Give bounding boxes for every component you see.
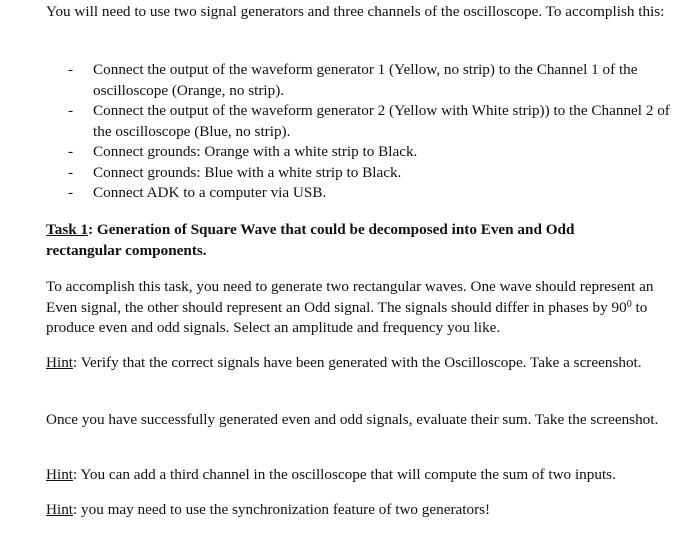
- para1-text-before: To accomplish this task, you need to generate two rectangular waves. One wave should represent an Even signal, the other should represent an Odd signal. The signals should differ in phases by 90: [46, 278, 654, 316]
- hint-paragraph-2: [46, 465, 676, 486]
- list-bullet: -: [68, 102, 74, 119]
- list-item: [46, 142, 676, 163]
- task-label: Task 1: [46, 221, 89, 238]
- list-item-text: Connect grounds: Blue with a white strip to Black.: [93, 163, 402, 181]
- list-item-text: Connect the output of the waveform generator 2 (Yellow with White strip)) to the Channel 2 of the oscilloscope (Blue, no strip).: [93, 102, 670, 140]
- para1-text-after: to produce even and odd signals. Select an amplitude and frequency you like.: [46, 298, 648, 336]
- list-bullet: -: [68, 163, 74, 181]
- task-heading: [46, 220, 626, 261]
- hint-text: : you may need to use the synchronization feature of two generators!: [73, 501, 491, 518]
- list-item: [46, 163, 676, 184]
- list-item-text: Connect grounds: Orange with a white strip to Black.: [93, 143, 418, 160]
- hint-label: Hint: [46, 354, 74, 371]
- list-bullet: -: [68, 184, 74, 201]
- hint-label: Hint: [46, 466, 74, 483]
- intro-paragraph: You will need to use two signal generators and three channels of the oscilloscope. To accomplish this:: [46, 3, 665, 20]
- list-bullet: -: [68, 61, 74, 78]
- hint-text: : Verify that the correct signals have been generated with the Oscilloscope. Take a screenshot.: [73, 354, 642, 371]
- connection-steps-list: [46, 60, 676, 204]
- list-item: [46, 101, 676, 142]
- list-item-text: Connect the output of the waveform generator 1 (Yellow, no strip) to the Channel 1 of the oscilloscope (Orange, no strip).: [93, 61, 638, 99]
- list-item: [46, 183, 676, 204]
- list-item-text: Connect ADK to a computer via USB.: [93, 184, 327, 201]
- sum-paragraph: Once you have successfully generated even and odd signals, evaluate their sum. Take the screenshot.: [46, 411, 659, 428]
- task-title-text: : Generation of Square Wave that could be decomposed into Even and Odd rectangular components.: [46, 221, 575, 259]
- list-item: [46, 60, 676, 101]
- list-bullet: -: [68, 143, 74, 160]
- hint-paragraph-1: [46, 353, 676, 374]
- degree-superscript: 0: [626, 298, 632, 310]
- task-description-paragraph: [46, 277, 676, 339]
- hint-label: Hint: [46, 501, 74, 518]
- hint-paragraph-3: [46, 500, 676, 521]
- hint-text: : You can add a third channel in the oscilloscope that will compute the sum of two inputs.: [73, 466, 616, 483]
